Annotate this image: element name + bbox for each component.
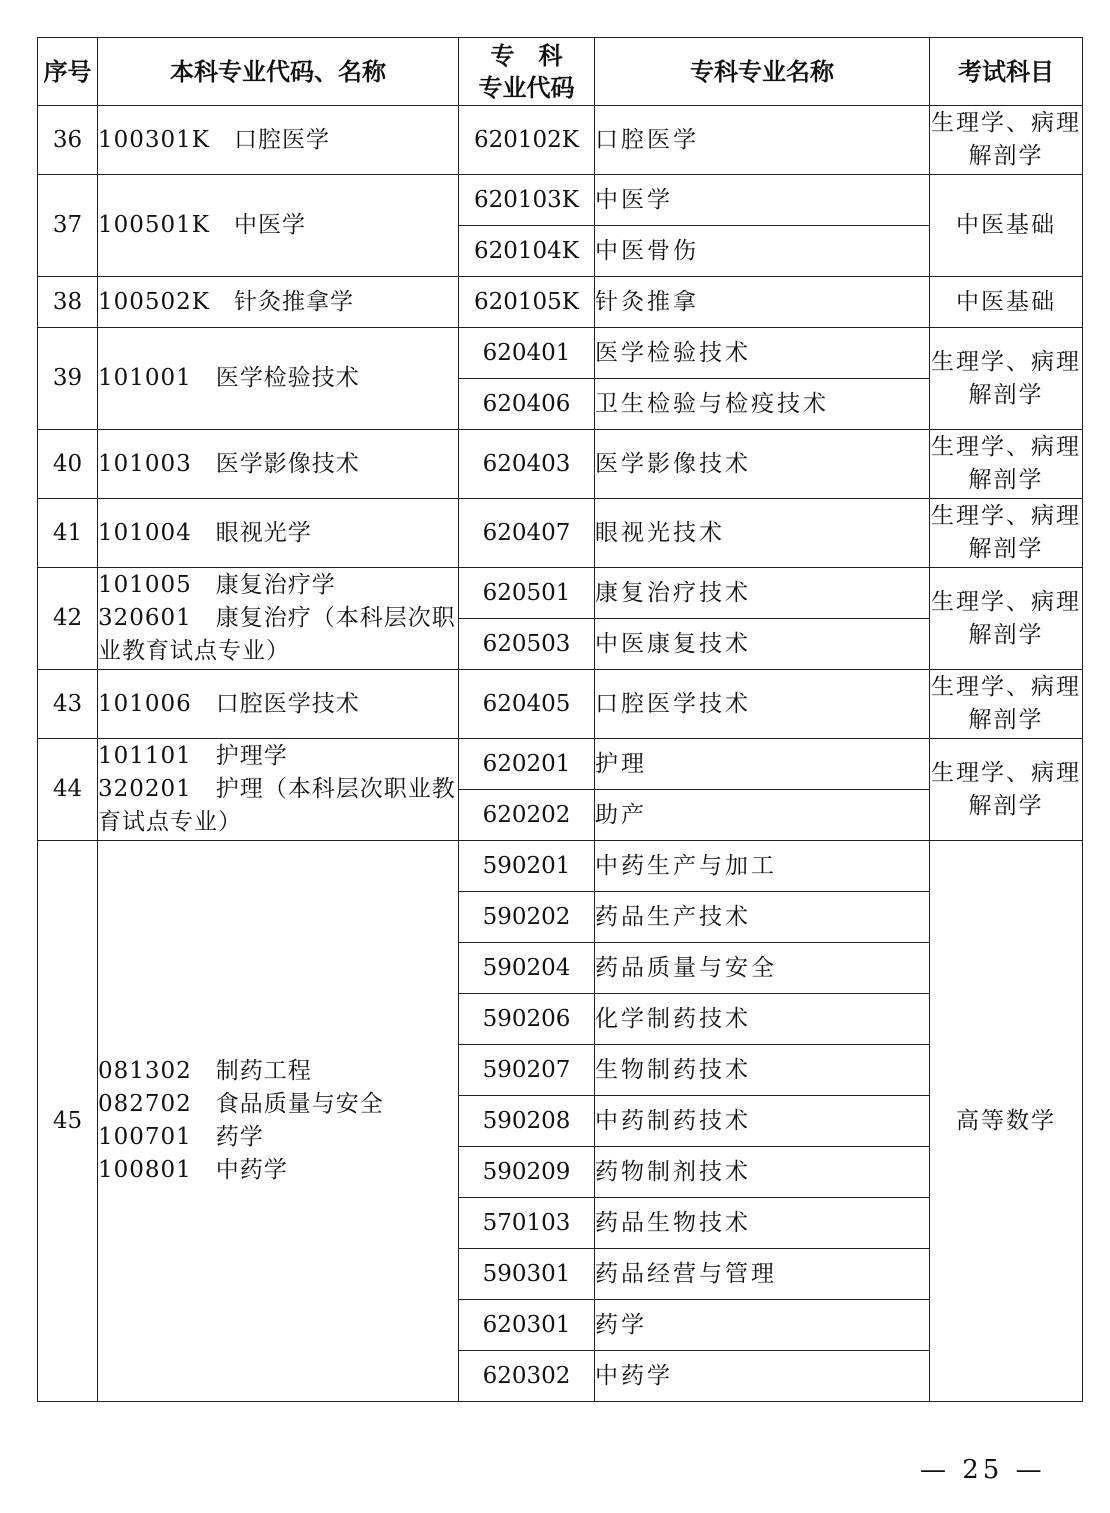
diploma-code-cell: 570103 <box>459 1198 595 1249</box>
diploma-code-cell: 620103K <box>459 175 595 226</box>
undergrad-line: 100502K 针灸推拿学 <box>98 288 354 315</box>
undergrad-cell <box>98 106 459 175</box>
seq-cell: 42 <box>38 568 98 670</box>
undergrad-line: 101006 口腔医学技术 <box>98 690 360 717</box>
undergrad-line: 101003 医学影像技术 <box>98 450 360 477</box>
table-row <box>38 568 1083 619</box>
diploma-name-cell: 助产 <box>595 790 930 841</box>
diploma-code-cell: 620501 <box>459 568 595 619</box>
diploma-code-cell: 590207 <box>459 1045 595 1096</box>
undergrad-line: 100801 中药学 <box>98 1157 288 1183</box>
header-name: 专科专业名称 <box>595 38 930 106</box>
table-row <box>38 106 1083 175</box>
undergrad-line: 320601 康复治疗（本科层次职 <box>98 605 456 631</box>
undergrad-cell <box>98 277 459 328</box>
diploma-code-cell: 590204 <box>459 943 595 994</box>
seq-cell: 44 <box>38 739 98 841</box>
undergrad-cell <box>98 430 459 499</box>
diploma-name-cell: 中医学 <box>595 175 930 226</box>
undergrad-line: 320201 护理（本科层次职业教 <box>98 776 456 802</box>
table-row <box>38 328 1083 379</box>
undergrad-line: 育试点专业） <box>98 809 242 835</box>
undergrad-cell <box>98 670 459 739</box>
diploma-code-cell: 620105K <box>459 277 595 328</box>
undergrad-line: 101004 眼视光学 <box>98 519 312 546</box>
undergrad-line: 100301K 口腔医学 <box>98 126 330 153</box>
diploma-code-cell: 620401 <box>459 328 595 379</box>
diploma-name-cell: 中药生产与加工 <box>595 841 930 892</box>
table-row <box>38 430 1083 499</box>
exam-cell: 中医基础 <box>930 277 1083 328</box>
exam-cell: 生理学、病理解剖学 <box>930 670 1083 739</box>
diploma-name-cell: 中药学 <box>595 1351 930 1402</box>
diploma-code-cell: 620104K <box>459 226 595 277</box>
major-table <box>37 37 1083 1402</box>
diploma-code-cell: 590201 <box>459 841 595 892</box>
undergrad-line: 100701 药学 <box>98 1124 264 1150</box>
table-row <box>38 175 1083 226</box>
undergrad-line: 082702 食品质量与安全 <box>98 1091 384 1117</box>
table-row <box>38 739 1083 790</box>
exam-cell: 中医基础 <box>930 175 1083 277</box>
diploma-name-cell: 卫生检验与检疫技术 <box>595 379 930 430</box>
exam-cell: 生理学、病理解剖学 <box>930 328 1083 430</box>
diploma-code-cell: 620301 <box>459 1300 595 1351</box>
diploma-code-cell: 620405 <box>459 670 595 739</box>
diploma-code-cell: 620202 <box>459 790 595 841</box>
exam-cell: 生理学、病理解剖学 <box>930 106 1083 175</box>
diploma-name-cell: 护理 <box>595 739 930 790</box>
undergrad-line: 101001 医学检验技术 <box>98 365 360 391</box>
diploma-code-cell: 620403 <box>459 430 595 499</box>
diploma-name-cell: 化学制药技术 <box>595 994 930 1045</box>
diploma-name-cell: 眼视光技术 <box>595 499 930 568</box>
seq-cell: 38 <box>38 277 98 328</box>
diploma-name-cell: 药品生产技术 <box>595 892 930 943</box>
undergrad-line: 100501K 中医学 <box>98 212 306 238</box>
diploma-name-cell: 药学 <box>595 1300 930 1351</box>
diploma-code-cell: 620407 <box>459 499 595 568</box>
header-code-line2: 专业代码 <box>478 73 575 102</box>
diploma-name-cell: 生物制药技术 <box>595 1045 930 1096</box>
undergrad-cell <box>98 499 459 568</box>
diploma-name-cell: 中医骨伤 <box>595 226 930 277</box>
header-exam: 考试科目 <box>930 38 1083 106</box>
seq-cell: 43 <box>38 670 98 739</box>
table-row <box>38 499 1083 568</box>
seq-cell: 40 <box>38 430 98 499</box>
undergrad-cell <box>98 175 459 277</box>
diploma-code-cell: 590206 <box>459 994 595 1045</box>
diploma-name-cell: 中医康复技术 <box>595 619 930 670</box>
diploma-code-cell: 620302 <box>459 1351 595 1402</box>
exam-cell: 生理学、病理解剖学 <box>930 499 1083 568</box>
diploma-name-cell: 口腔医学 <box>595 106 930 175</box>
diploma-code-cell: 620503 <box>459 619 595 670</box>
undergrad-line: 101005 康复治疗学 <box>98 572 336 598</box>
header-code-line1: 专 科 <box>490 41 563 70</box>
diploma-name-cell: 药品生物技术 <box>595 1198 930 1249</box>
undergrad-line: 业教育试点专业） <box>98 638 290 664</box>
header-undergrad: 本科专业代码、名称 <box>98 38 459 106</box>
diploma-code-cell: 590202 <box>459 892 595 943</box>
diploma-code-cell: 620201 <box>459 739 595 790</box>
seq-cell: 41 <box>38 499 98 568</box>
diploma-name-cell: 医学检验技术 <box>595 328 930 379</box>
page-number: — 25 — <box>920 1455 1046 1485</box>
undergrad-line: 101101 护理学 <box>98 743 288 769</box>
diploma-code-cell: 590209 <box>459 1147 595 1198</box>
exam-cell: 高等数学 <box>930 841 1083 1402</box>
undergrad-cell <box>98 841 459 1402</box>
undergrad-cell <box>98 328 459 430</box>
header-row <box>38 38 1083 106</box>
diploma-code-cell: 620406 <box>459 379 595 430</box>
seq-cell: 37 <box>38 175 98 277</box>
seq-cell: 39 <box>38 328 98 430</box>
diploma-name-cell: 医学影像技术 <box>595 430 930 499</box>
header-seq: 序号 <box>38 38 98 106</box>
undergrad-cell <box>98 739 459 841</box>
seq-cell: 45 <box>38 841 98 1402</box>
table-row <box>38 277 1083 328</box>
diploma-name-cell: 针灸推拿 <box>595 277 930 328</box>
exam-cell: 生理学、病理解剖学 <box>930 568 1083 670</box>
diploma-name-cell: 康复治疗技术 <box>595 568 930 619</box>
diploma-name-cell: 中药制药技术 <box>595 1096 930 1147</box>
seq-cell: 36 <box>38 106 98 175</box>
table-row <box>38 670 1083 739</box>
undergrad-cell <box>98 568 459 670</box>
diploma-code-cell: 590301 <box>459 1249 595 1300</box>
diploma-name-cell: 药物制剂技术 <box>595 1147 930 1198</box>
diploma-code-cell: 620102K <box>459 106 595 175</box>
table-body <box>38 106 1083 1402</box>
diploma-name-cell: 口腔医学技术 <box>595 670 930 739</box>
exam-cell: 生理学、病理解剖学 <box>930 739 1083 841</box>
exam-cell: 生理学、病理解剖学 <box>930 430 1083 499</box>
undergrad-line: 081302 制药工程 <box>98 1058 312 1084</box>
table-row <box>38 841 1083 892</box>
diploma-code-cell: 590208 <box>459 1096 595 1147</box>
diploma-name-cell: 药品经营与管理 <box>595 1249 930 1300</box>
diploma-name-cell: 药品质量与安全 <box>595 943 930 994</box>
header-code <box>459 38 595 106</box>
